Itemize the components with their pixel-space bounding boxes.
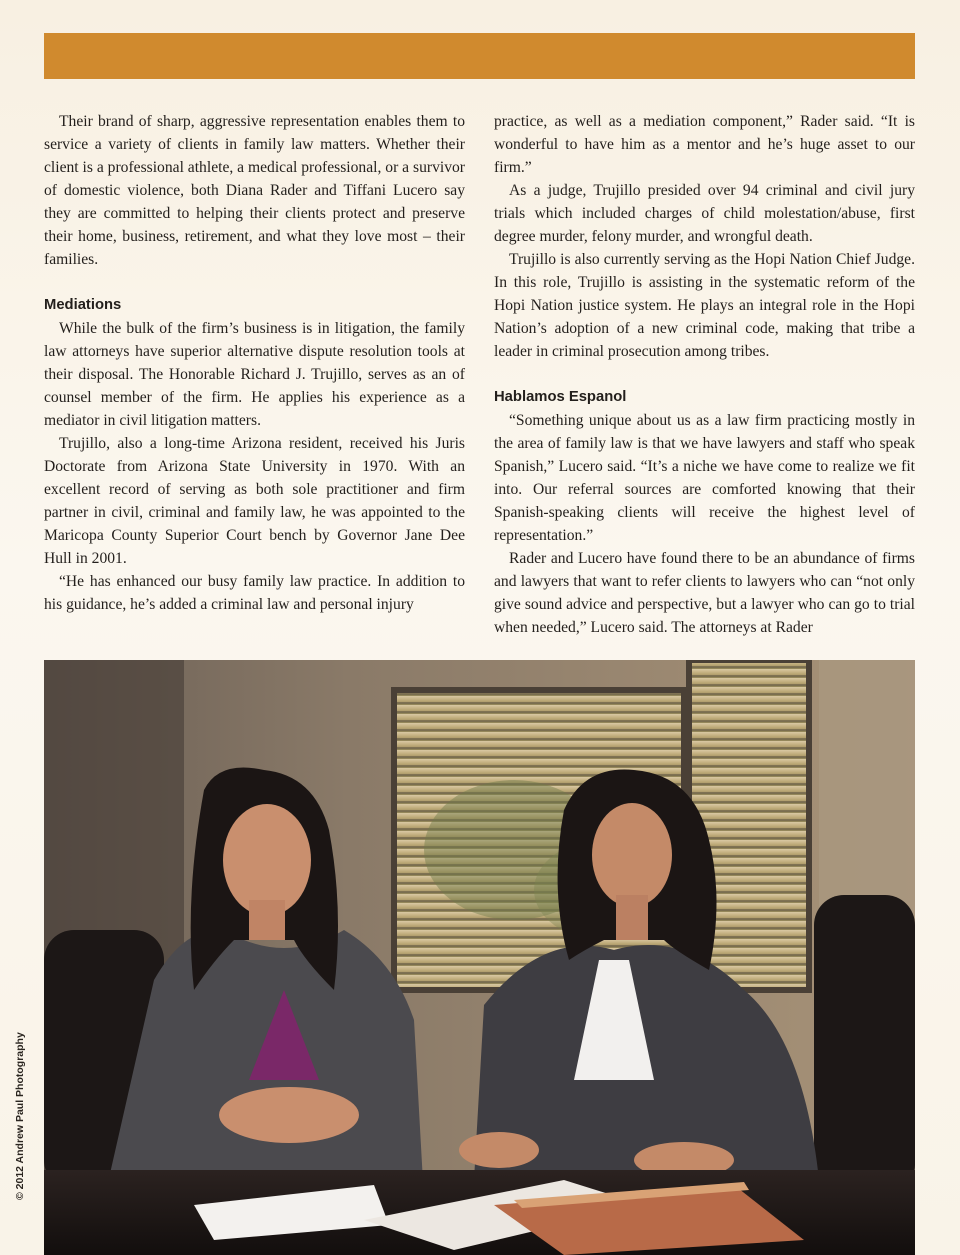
header-bar [44,33,915,79]
body-paragraph: While the bulk of the firm’s business is in litigation, the family law attorneys have superior alternative dispute resolution tools at their disposal. The Honorable Richard J. Trujillo, serves as an of counsel member of the firm. He applies his experience as a mediator in civil litigation matters. [44,320,465,429]
attorneys-photo [44,660,915,1255]
body-paragraph: Trujillo is also currently serving as the Hopi Nation Chief Judge. In this role, Trujillo is assisting in the systematic reform of the Hopi Nation justice system. He plays an integral role in the Hopi Nation’s adoption of a new criminal code, making that tribe a leader in criminal prosecution among tribes. [494,251,915,360]
hablamos-espanol-heading: Hablamos Espanol [494,389,627,405]
photo-illustration [44,660,915,1255]
body-paragraph: As a judge, Trujillo presided over 94 criminal and civil jury trials which included charges of child molestation/abuse, first degree murder, felony murder, and wrongful death. [494,182,915,245]
left-column [44,110,465,616]
body-paragraph: “He has enhanced our busy family law practice. In addition to his guidance, he’s added a criminal law and personal injury [44,573,465,613]
body-paragraph: Rader and Lucero have found there to be an abundance of firms and lawyers that want to refer clients to lawyers who can “not only give sound advice and perspective, but a lawyer who can go to trial when needed,” Lucero said. The attorneys at Rader [494,550,915,636]
body-paragraph: Trujillo, also a long-time Arizona resident, received his Juris Doctorate from Arizona State University in 1970. With an excellent record of serving as both sole practitioner and firm partner in civil, criminal and family law, he was appointed to the Maricopa County Superior Court bench by Governor Jane Dee Hull in 2001. [44,435,465,567]
mediations-heading: Mediations [44,297,122,313]
photo-credit: © 2012 Andrew Paul Photography [14,1032,26,1200]
intro-paragraph: Their brand of sharp, aggressive representation enables them to service a variety of clients in family law matters. Whether their client is a professional athlete, a medical professional, or a survivor of domestic violence, both Diana Rader and Tiffani Lucero say they are committed to helping their clients protect and preserve their home, business, retirement, and what they love most – their families. [44,113,465,268]
body-paragraph: “Something unique about us as a law firm practicing mostly in the area of family law is that we have lawyers and staff who speak Spanish,” Lucero said. “It’s a niche we have come to realize we fit into. Our referral sources are comforted knowing that their Spanish-speaking clients will receive the highest level of representation.” [494,412,915,544]
right-column [494,110,915,639]
body-paragraph: practice, as well as a mediation component,” Rader said. “It is wonderful to have him as a mentor and he’s huge asset to our firm.” [494,113,915,176]
